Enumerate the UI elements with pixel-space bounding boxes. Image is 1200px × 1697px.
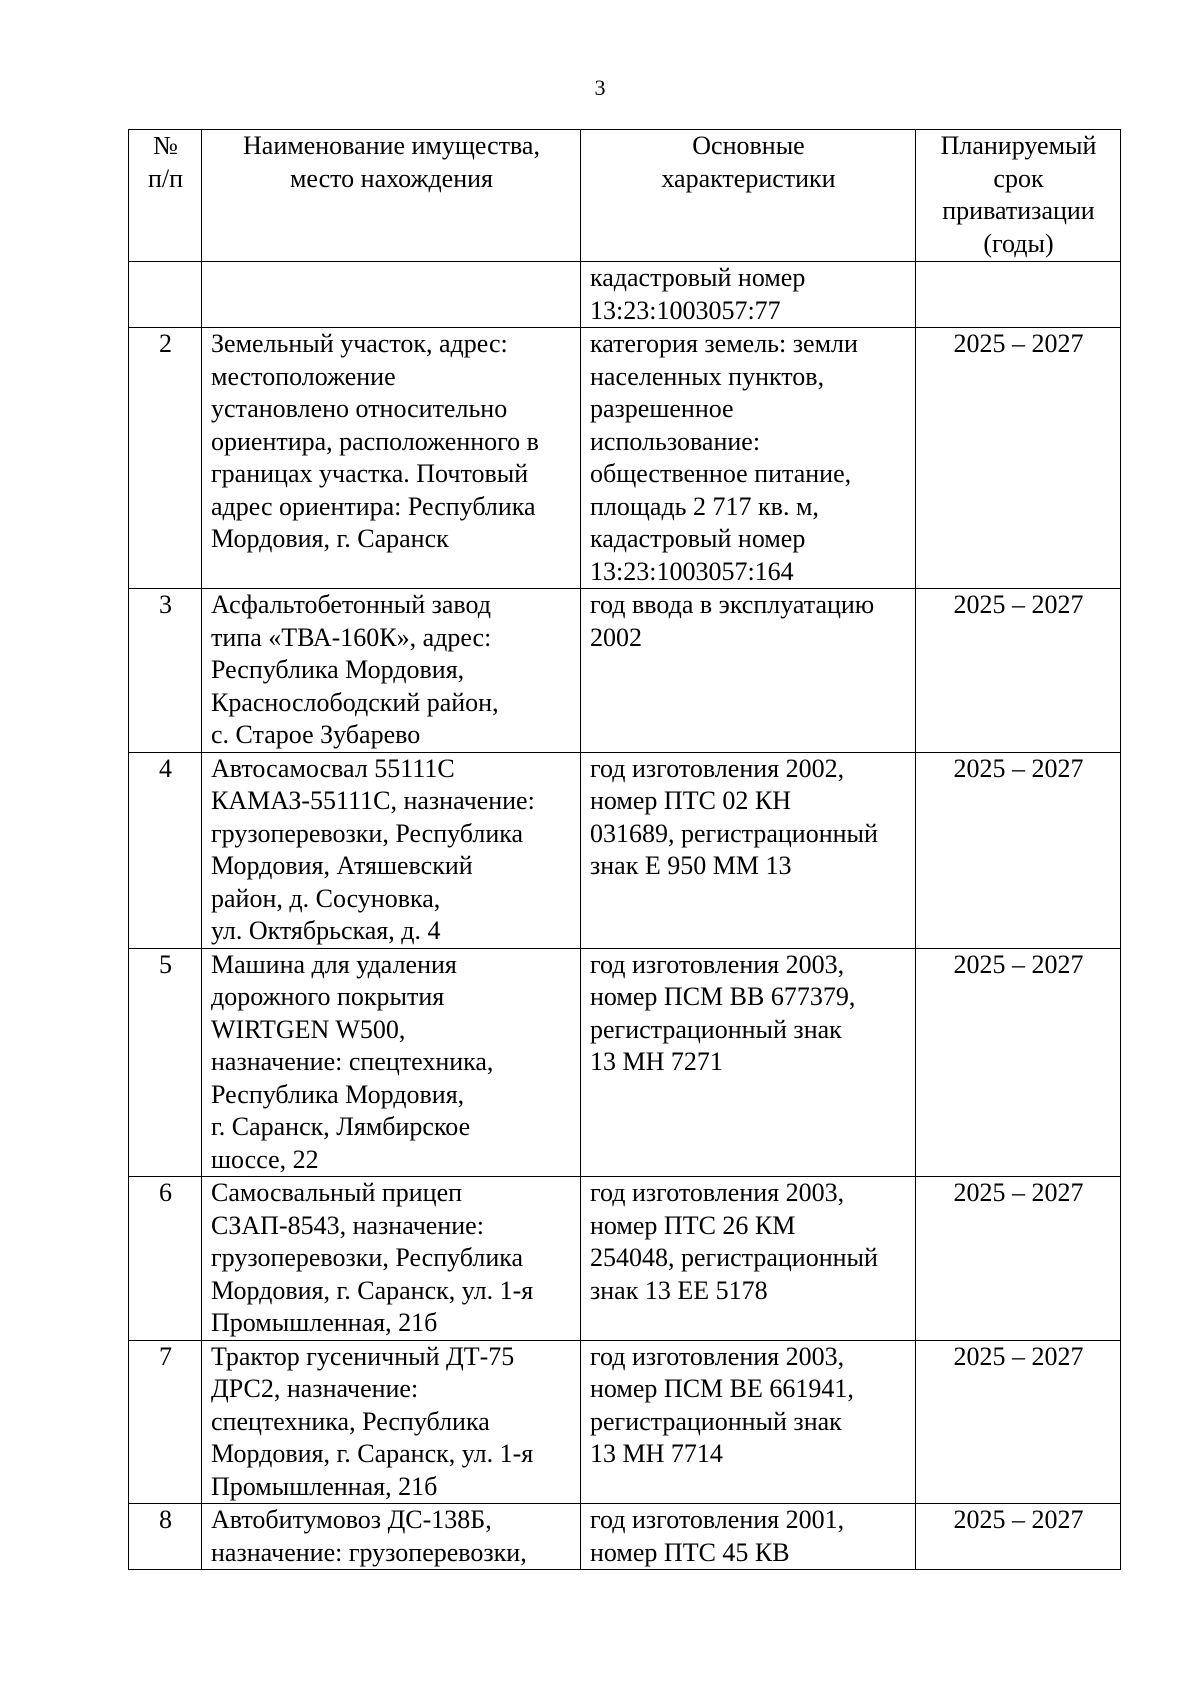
text-line: район, д. Сосуновка, bbox=[211, 883, 441, 913]
cell-name bbox=[202, 948, 581, 1177]
text-line: спецтехника, Республика bbox=[211, 1406, 490, 1436]
text-line: п/п bbox=[147, 163, 184, 193]
text-line: Трактор гусеничный ДТ-75 bbox=[211, 1341, 515, 1371]
text-line: использование: bbox=[590, 426, 761, 456]
text-line: Промышленная, 21б bbox=[211, 1471, 438, 1501]
text-line: номер ПТС 26 КМ bbox=[590, 1210, 796, 1240]
text-line: Машина для удаления bbox=[211, 949, 457, 979]
text-line: место нахождения bbox=[289, 163, 494, 193]
cell-term bbox=[916, 262, 1121, 328]
cell-num: 8 bbox=[129, 1504, 202, 1570]
table-row bbox=[129, 589, 1121, 753]
text-line: знак Е 950 ММ 13 bbox=[590, 851, 792, 880]
cell-characteristics bbox=[581, 328, 916, 589]
text-line: Краснослободский район, bbox=[211, 687, 499, 717]
text-line: характеристики bbox=[661, 163, 836, 193]
cell-name bbox=[202, 262, 581, 328]
cell-term: 2025 – 2027 bbox=[916, 1340, 1121, 1504]
text-line: ДРС2, назначение: bbox=[211, 1374, 419, 1403]
text-line: площадь 2 717 кв. м, bbox=[590, 491, 819, 521]
cell-term: 2025 – 2027 bbox=[916, 1504, 1121, 1570]
text-line: местоположение bbox=[211, 361, 396, 391]
header-term bbox=[916, 130, 1121, 262]
text-line: № bbox=[153, 131, 178, 160]
text-line: Асфальтобетонный завод bbox=[211, 590, 492, 619]
text-line: Наименование имущества, bbox=[243, 131, 540, 160]
privatization-table bbox=[128, 129, 1121, 1570]
table-row bbox=[129, 1504, 1121, 1570]
cell-term: 2025 – 2027 bbox=[916, 328, 1121, 589]
text-line: номер ПСМ ВЕ 661941, bbox=[590, 1374, 854, 1403]
cell-characteristics bbox=[581, 262, 916, 328]
text-line: населенных пунктов, bbox=[590, 361, 825, 391]
text-line: год изготовления 2002, bbox=[590, 753, 845, 783]
text-line: дорожного покрытия bbox=[211, 982, 445, 1011]
text-line: 13:23:1003057:77 bbox=[590, 295, 781, 325]
header-characteristics bbox=[581, 130, 916, 262]
table-row bbox=[129, 1177, 1121, 1341]
text-line: с. Старое Зубарево bbox=[211, 720, 421, 749]
text-line: 13 МН 7271 bbox=[590, 1047, 723, 1076]
cell-name bbox=[202, 328, 581, 589]
text-line: кадастровый номер bbox=[590, 263, 806, 292]
text-line: год изготовления 2003, bbox=[590, 949, 845, 979]
text-line: знак 13 ЕЕ 5178 bbox=[590, 1275, 768, 1305]
text-line: Республика Мордовия, bbox=[211, 1079, 465, 1109]
cell-num: 3 bbox=[129, 589, 202, 753]
text-line: WIRTGEN W500, bbox=[211, 1014, 406, 1044]
cell-characteristics bbox=[581, 1340, 916, 1504]
header-row bbox=[129, 130, 1121, 262]
header-name bbox=[202, 130, 581, 262]
page-number: 3 bbox=[594, 75, 606, 100]
text-line: 254048, регистрационный bbox=[590, 1243, 878, 1272]
text-line: границах участка. Почтовый bbox=[211, 459, 529, 488]
text-line: регистрационный знак bbox=[590, 1406, 842, 1436]
text-line: 031689, регистрационный bbox=[590, 818, 878, 848]
text-line: Основные bbox=[692, 131, 805, 160]
cell-characteristics bbox=[581, 1177, 916, 1341]
table-row bbox=[129, 948, 1121, 1177]
text-line: регистрационный знак bbox=[590, 1014, 842, 1044]
cell-num bbox=[129, 262, 202, 328]
text-line: общественное питание, bbox=[590, 459, 852, 488]
text-line: типа «ТВА-160К», адрес: bbox=[211, 622, 492, 652]
cell-num: 7 bbox=[129, 1340, 202, 1504]
cell-characteristics bbox=[581, 948, 916, 1177]
cell-name bbox=[202, 1504, 581, 1570]
text-line: категория земель: земли bbox=[590, 329, 858, 358]
text-line: Планируемый bbox=[940, 131, 1097, 160]
table-row bbox=[129, 328, 1121, 589]
text-line: срок bbox=[993, 163, 1044, 193]
text-line: год изготовления 2003, bbox=[590, 1341, 845, 1371]
text-line: год изготовления 2003, bbox=[590, 1178, 845, 1207]
text-line: номер ПСМ ВВ 677379, bbox=[590, 982, 856, 1011]
text-line: грузоперевозки, Республика bbox=[211, 818, 524, 848]
text-line: назначение: грузоперевозки, bbox=[211, 1537, 527, 1567]
text-line: год ввода в эксплуатацию bbox=[590, 590, 875, 619]
text-line: номер ПТС 45 КВ bbox=[590, 1537, 790, 1567]
text-line: разрешенное bbox=[590, 394, 734, 423]
cell-term: 2025 – 2027 bbox=[916, 752, 1121, 948]
cell-characteristics bbox=[581, 589, 916, 753]
table-row bbox=[129, 262, 1121, 328]
cell-characteristics bbox=[581, 1504, 916, 1570]
text-line: Земельный участок, адрес: bbox=[211, 329, 508, 358]
cell-num: 2 bbox=[129, 328, 202, 589]
text-line: Мордовия, г. Саранск, ул. 1-я bbox=[211, 1439, 534, 1468]
text-line: Автосамосвал 55111С bbox=[211, 753, 455, 783]
text-line: 13 МН 7714 bbox=[590, 1439, 723, 1468]
text-line: Республика Мордовия, bbox=[211, 655, 465, 684]
cell-term: 2025 – 2027 bbox=[916, 948, 1121, 1177]
cell-name bbox=[202, 589, 581, 753]
cell-num: 5 bbox=[129, 948, 202, 1177]
text-line: установлено относительно bbox=[211, 394, 508, 423]
cell-characteristics bbox=[581, 752, 916, 948]
cell-term: 2025 – 2027 bbox=[916, 589, 1121, 753]
text-line: г. Саранск, Лямбирское bbox=[211, 1112, 471, 1141]
text-line: назначение: спецтехника, bbox=[211, 1047, 494, 1076]
text-line: номер ПТС 02 КН bbox=[590, 786, 792, 815]
text-line: Мордовия, г. Саранск bbox=[211, 524, 449, 553]
cell-num: 4 bbox=[129, 752, 202, 948]
header-num bbox=[129, 130, 202, 262]
cell-name bbox=[202, 1177, 581, 1341]
text-line: 13:23:1003057:164 bbox=[590, 556, 794, 586]
text-line: Мордовия, г. Саранск, ул. 1-я bbox=[211, 1275, 534, 1305]
text-line: год изготовления 2001, bbox=[590, 1505, 845, 1534]
text-line: Мордовия, Атяшевский bbox=[211, 851, 473, 880]
text-line: грузоперевозки, Республика bbox=[211, 1243, 524, 1272]
text-line: Автобитумовоз ДС-138Б, bbox=[211, 1505, 492, 1534]
text-line: (годы) bbox=[983, 228, 1054, 258]
text-line: шоссе, 22 bbox=[211, 1144, 319, 1174]
table-row bbox=[129, 752, 1121, 948]
text-line: СЗАП-8543, назначение: bbox=[211, 1210, 484, 1240]
text-line: КАМАЗ-55111С, назначение: bbox=[211, 786, 535, 815]
text-line: ул. Октябрьская, д. 4 bbox=[211, 916, 441, 945]
table-row bbox=[129, 1340, 1121, 1504]
text-line: 2002 bbox=[590, 622, 642, 652]
cell-term: 2025 – 2027 bbox=[916, 1177, 1121, 1341]
text-line: Самосвальный прицеп bbox=[211, 1178, 463, 1207]
text-line: Промышленная, 21б bbox=[211, 1308, 438, 1337]
cell-num: 6 bbox=[129, 1177, 202, 1341]
text-line: адрес ориентира: Республика bbox=[211, 491, 536, 521]
text-line: ориентира, расположенного в bbox=[211, 426, 539, 456]
cell-name bbox=[202, 1340, 581, 1504]
cell-name bbox=[202, 752, 581, 948]
text-line: кадастровый номер bbox=[590, 524, 806, 553]
text-line: приватизации bbox=[942, 196, 1095, 225]
